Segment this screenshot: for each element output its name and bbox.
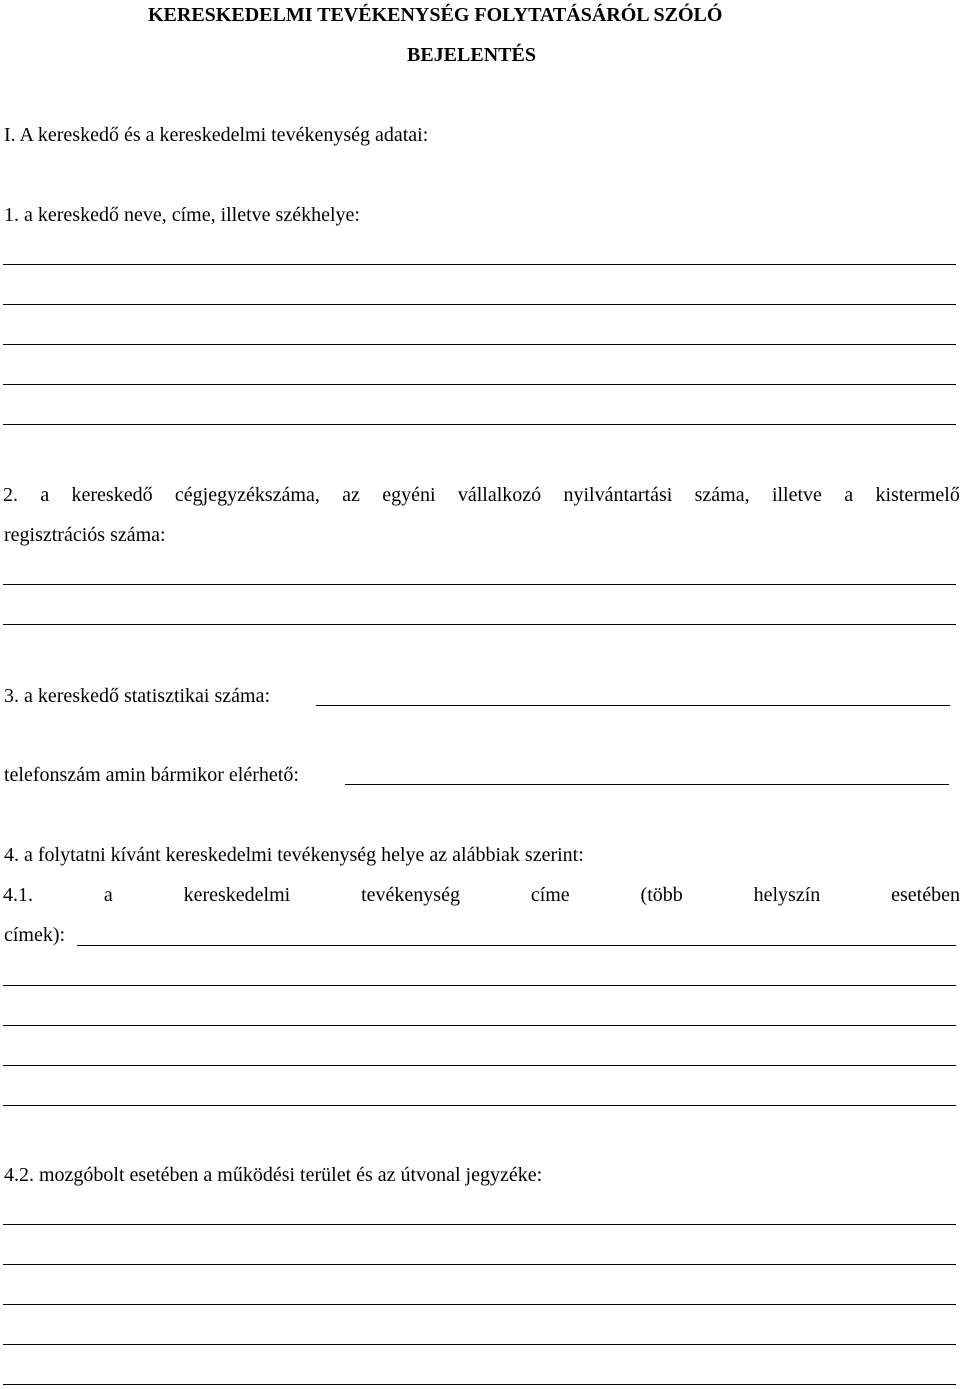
word: esetében <box>891 884 960 906</box>
item-4-label: 4. a folytatni kívánt kereskedelmi tevékenység helye az alábbiak szerint: <box>4 844 584 866</box>
document-title-line1: KERESKEDELMI TEVÉKENYSÉG FOLYTATÁSÁRÓL SZÓLÓ <box>148 4 723 26</box>
word: a <box>40 484 50 506</box>
word: 2. <box>3 484 18 506</box>
word: tevékenység <box>361 884 460 906</box>
word: (több <box>640 884 683 906</box>
section-heading: I. A kereskedő és a kereskedelmi tevékenység adatai: <box>4 124 429 146</box>
word: száma, <box>694 484 750 506</box>
item-4-2-fill-line[interactable] <box>3 1344 956 1345</box>
item-2-fill-line[interactable] <box>3 624 956 625</box>
item-4-2-fill-line[interactable] <box>3 1384 956 1385</box>
word: nyilvántartási <box>563 484 673 506</box>
document-title-line2: BEJELENTÉS <box>407 44 536 66</box>
word: cégjegyzékszáma, <box>174 484 320 506</box>
item-4-2-fill-line[interactable] <box>3 1264 956 1265</box>
word: vállalkozó <box>457 484 542 506</box>
phone-label: telefonszám amin bármikor elérhető: <box>4 764 299 786</box>
word: illetve <box>771 484 822 506</box>
word: kereskedő <box>71 484 153 506</box>
item-4-1-fill-line[interactable] <box>3 985 956 986</box>
item-4-1-fill-line[interactable] <box>77 945 956 946</box>
item-4-2-fill-line[interactable] <box>3 1304 956 1305</box>
item-1-fill-line[interactable] <box>3 344 956 345</box>
word: az <box>342 484 360 506</box>
item-3-fill-line[interactable] <box>316 705 950 706</box>
word: címe <box>530 884 570 906</box>
item-3-label: 3. a kereskedő statisztikai száma: <box>4 685 271 707</box>
item-1-fill-line[interactable] <box>3 304 956 305</box>
word: kereskedelmi <box>183 884 291 906</box>
word: kistermelő <box>875 484 960 506</box>
word: a <box>103 884 113 906</box>
item-4-1-label-line2: címek): <box>4 924 66 946</box>
item-1-fill-line[interactable] <box>3 384 956 385</box>
word: helyszín <box>753 884 821 906</box>
item-1-label: 1. a kereskedő neve, címe, illetve székhelye: <box>4 204 360 226</box>
word: 4.1. <box>3 884 33 906</box>
item-4-1-fill-line[interactable] <box>3 1025 956 1026</box>
item-2-label-line1 <box>3 483 960 507</box>
word: egyéni <box>382 484 436 506</box>
item-4-2-fill-line[interactable] <box>3 1224 956 1225</box>
item-4-1-fill-line[interactable] <box>3 1065 956 1066</box>
item-1-fill-line[interactable] <box>3 264 956 265</box>
phone-fill-line[interactable] <box>345 784 949 785</box>
word: a <box>844 484 854 506</box>
item-1-fill-line[interactable] <box>3 424 956 425</box>
item-4-1-fill-line[interactable] <box>3 1105 956 1106</box>
item-4-1-label-line1 <box>3 883 960 907</box>
item-2-fill-line[interactable] <box>3 584 956 585</box>
item-4-2-label: 4.2. mozgóbolt esetében a működési terület és az útvonal jegyzéke: <box>4 1164 543 1186</box>
item-2-label-line2: regisztrációs száma: <box>4 524 166 546</box>
